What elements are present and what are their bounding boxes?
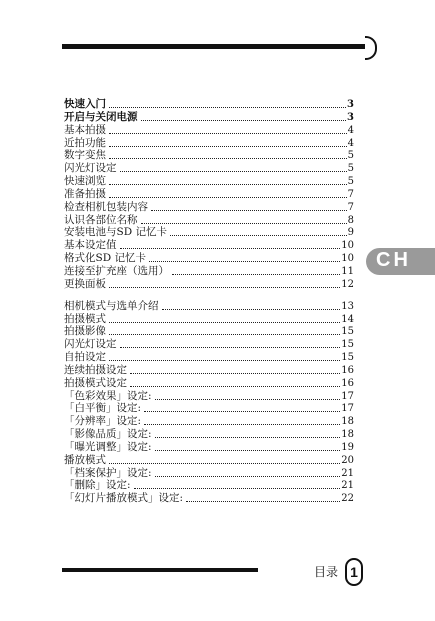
toc-entry-title: 快速浏览 (64, 175, 106, 188)
toc-entry-title: 「删除」设定: (64, 479, 131, 492)
toc-dot-leader (144, 402, 340, 412)
toc-entry-title: 播放模式 (64, 453, 106, 466)
toc-entry-title: 相机模式与选单介绍 (64, 299, 159, 312)
language-tab-label: CH (376, 249, 411, 271)
toc-entry-page: 5 (347, 150, 354, 162)
toc-entry[interactable] (64, 338, 354, 351)
toc-entry-page: 3 (347, 111, 354, 123)
toc-entry-page: 10 (341, 253, 354, 265)
toc-entry[interactable] (64, 467, 354, 480)
toc-entry-title: 基本拍摄 (64, 123, 106, 136)
toc-entry-title: 「档案保护」设定: (64, 466, 152, 479)
page-number-badge: 1 (345, 558, 363, 586)
toc-dot-leader (134, 479, 341, 489)
toc-entry[interactable] (64, 175, 354, 188)
toc-entry-title: 拍摄模式 (64, 312, 106, 325)
toc-entry-title: 基本设定值 (64, 239, 117, 252)
toc-entry-title: 准备拍摄 (64, 187, 106, 200)
toc-dot-leader (120, 239, 341, 249)
toc-dot-leader (149, 252, 340, 262)
toc-dot-leader (172, 265, 340, 275)
toc-entry-title: 开启与关闭电源 (64, 110, 138, 123)
toc-entry-page: 15 (341, 326, 354, 338)
toc-entry-page: 16 (341, 364, 354, 376)
toc-entry[interactable] (64, 111, 354, 124)
toc-entry-page: 15 (341, 339, 354, 351)
toc-entry-page: 5 (347, 176, 354, 188)
toc-entry-page: 11 (341, 265, 354, 277)
toc-entry[interactable] (64, 124, 354, 137)
toc-dot-leader (109, 454, 340, 464)
toc-entry-title: 认识各部位名称 (64, 213, 138, 226)
toc-dot-leader (130, 377, 340, 387)
toc-entry-title: 拍摄模式设定 (64, 376, 127, 389)
toc-entry[interactable] (64, 402, 354, 415)
toc-dot-leader (109, 313, 340, 323)
toc-entry-page: 17 (341, 390, 354, 402)
toc-entry-page: 7 (347, 188, 354, 200)
toc-entry-page: 3 (347, 99, 354, 110)
toc-dot-leader (155, 441, 341, 451)
toc-entry-page: 18 (341, 416, 354, 428)
toc-entry-page: 17 (341, 403, 354, 415)
toc-entry-title: 自拍设定 (64, 351, 106, 364)
toc-entry[interactable] (64, 390, 354, 403)
toc-dot-leader (120, 338, 341, 348)
toc-entry[interactable] (64, 364, 354, 377)
toc-dot-leader (141, 214, 347, 224)
toc-dot-leader (186, 492, 340, 502)
toc-entry[interactable] (64, 226, 354, 239)
toc-entry[interactable] (64, 454, 354, 467)
toc-entry-page: 13 (341, 300, 354, 312)
toc-entry-title: 「幻灯片播放模式」设定: (64, 492, 184, 505)
toc-entry[interactable] (64, 377, 354, 390)
toc-entry-title: 「分辨率」设定: (64, 415, 142, 428)
toc-entry-page: 10 (341, 240, 354, 252)
toc-dot-leader (151, 201, 347, 211)
toc-dot-leader (109, 98, 346, 108)
toc-entry-page: 14 (341, 313, 354, 325)
toc-entry-title: 闪光灯设定 (64, 162, 117, 175)
toc-dot-leader (109, 351, 340, 361)
toc-dot-leader (109, 278, 340, 288)
toc-entry-page: 5 (347, 163, 354, 175)
toc-entry[interactable] (64, 313, 354, 326)
toc-entry[interactable] (64, 300, 354, 313)
toc-entry-title: 连续拍摄设定 (64, 363, 127, 376)
toc-entry-title: 格式化SD 记忆卡 (64, 252, 146, 265)
top-rule-end-cap (365, 36, 377, 60)
toc-entry-title: 快速入门 (64, 98, 106, 110)
toc-entry[interactable] (64, 415, 354, 428)
toc-entry-title: 拍摄影像 (64, 325, 106, 338)
toc-entry-page: 15 (341, 352, 354, 364)
toc-dot-leader (109, 149, 347, 159)
toc-entry[interactable] (64, 252, 354, 265)
toc-entry[interactable] (64, 214, 354, 227)
toc-entry[interactable] (64, 265, 354, 278)
toc-dot-leader (109, 124, 347, 134)
toc-entry-page: 19 (341, 441, 354, 453)
toc-entry-page: 12 (341, 278, 354, 290)
toc-entry-title: 近拍功能 (64, 136, 106, 149)
toc-entry-title: 「曝光调整」设定: (64, 440, 152, 453)
table-of-contents (64, 98, 354, 505)
toc-entry[interactable] (64, 351, 354, 364)
toc-entry-title: 安装电池与SD 记忆卡 (64, 226, 167, 239)
toc-dot-leader (155, 428, 341, 438)
toc-entry[interactable] (64, 278, 354, 291)
language-tab (366, 248, 435, 275)
toc-group-gap (64, 291, 354, 300)
toc-entry[interactable] (64, 325, 354, 338)
toc-entry[interactable] (64, 188, 354, 201)
toc-entry-page: 21 (341, 480, 354, 492)
toc-entry-page: 7 (347, 201, 354, 213)
toc-entry-page: 8 (347, 214, 354, 226)
toc-entry-title: 「白平衡」设定: (64, 402, 142, 415)
toc-entry[interactable] (64, 428, 354, 441)
toc-entry[interactable] (64, 479, 354, 492)
toc-dot-leader (120, 162, 347, 172)
toc-dot-leader (144, 415, 340, 425)
toc-entry[interactable] (64, 201, 354, 214)
toc-entry-page: 4 (347, 124, 354, 136)
toc-entry[interactable] (64, 492, 354, 505)
toc-entry-title: 数字变焦 (64, 149, 106, 162)
toc-dot-leader (155, 467, 341, 477)
toc-dot-leader (162, 300, 341, 310)
toc-entry-page: 22 (341, 493, 354, 505)
toc-entry[interactable] (64, 441, 354, 454)
toc-entry-title: 「影像品质」设定: (64, 428, 152, 441)
toc-dot-leader (155, 390, 341, 400)
toc-entry[interactable] (64, 149, 354, 162)
toc-dot-leader (109, 137, 347, 147)
toc-dot-leader (109, 325, 340, 335)
toc-dot-leader (109, 188, 347, 198)
toc-entry-title: 连接至扩充座（选用） (64, 264, 169, 277)
toc-entry[interactable] (64, 239, 354, 252)
toc-entry-page: 18 (341, 429, 354, 441)
toc-entry-page: 9 (347, 227, 354, 239)
toc-entry[interactable] (64, 162, 354, 175)
toc-entry-title: 闪光灯设定 (64, 338, 117, 351)
toc-entry[interactable] (64, 137, 354, 150)
toc-entry-page: 20 (341, 454, 354, 466)
toc-entry-title: 「色彩效果」设定: (64, 389, 152, 402)
toc-dot-leader (109, 175, 347, 185)
toc-entry[interactable] (64, 98, 354, 111)
toc-entry-page: 21 (341, 467, 354, 479)
toc-entry-page: 16 (341, 377, 354, 389)
toc-entry-title: 检查相机包装内容 (64, 200, 148, 213)
toc-entry-page: 4 (347, 137, 354, 149)
toc-dot-leader (170, 226, 347, 236)
bottom-rule (62, 568, 258, 572)
footer-label: 目录 (314, 565, 339, 579)
toc-dot-leader (141, 111, 347, 121)
toc-entry-title: 更换面板 (64, 277, 106, 290)
top-rule (62, 44, 368, 49)
toc-dot-leader (130, 364, 340, 374)
